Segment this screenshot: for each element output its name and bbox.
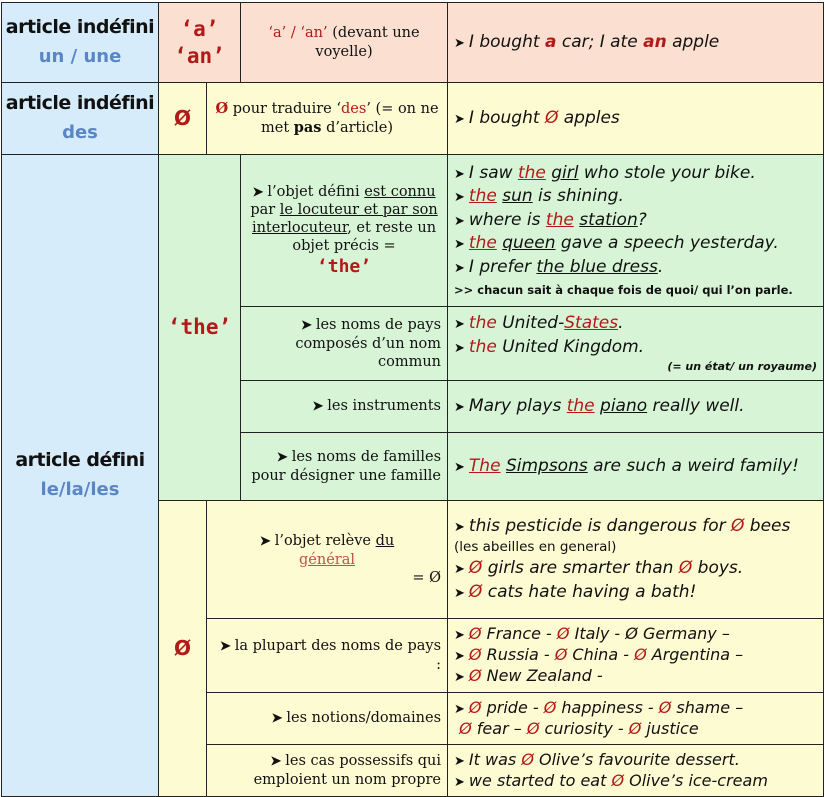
text-span: cats hate having a bath! <box>482 581 697 602</box>
text-span: the <box>517 162 546 183</box>
example-line <box>454 557 817 580</box>
example-line <box>454 395 817 418</box>
category-indefinite-plural <box>2 83 159 155</box>
text-span: happiness - <box>556 698 659 718</box>
text-span: sun <box>502 186 533 207</box>
example-line <box>454 624 817 645</box>
row-indefinite-plural <box>2 83 824 155</box>
arrow-icon: ➤ <box>259 534 271 550</box>
example-zero-possessive <box>448 745 824 797</box>
text-span: an <box>643 31 667 52</box>
arrow-icon: ➤ <box>270 754 282 770</box>
article-a: ‘a’ <box>180 17 219 42</box>
text-span: is shining. <box>532 186 624 207</box>
text-span: shame – <box>671 698 744 718</box>
text-span: the <box>468 233 497 254</box>
example-a-an <box>448 3 824 83</box>
text-span: this pesticide is dangerous for <box>468 516 731 536</box>
rule-a-an-text: (devant une voyelle) <box>315 25 420 60</box>
example-line <box>454 719 817 739</box>
text-span: a <box>544 31 557 52</box>
arrow-icon: ➤ <box>252 184 264 200</box>
text-span: les notions/domaines <box>286 710 442 727</box>
category-definite <box>2 155 159 797</box>
text-span: l’objet défini <box>267 183 365 200</box>
category-subtitle: un / une <box>38 46 122 68</box>
arrow-icon: ➤ <box>300 318 312 334</box>
text-span: pride - <box>481 698 544 718</box>
row-indefinite-singular <box>2 3 824 83</box>
category-subtitle: le/la/les <box>40 479 120 501</box>
category-title: article indéfini <box>5 92 155 115</box>
text-span: Ø <box>468 665 482 685</box>
arrow-icon: ➤ <box>219 639 231 655</box>
rule-a-an <box>241 3 448 83</box>
text-span: where is <box>468 209 546 230</box>
text-span: I prefer <box>468 256 537 277</box>
text-span: Ø <box>731 516 745 536</box>
text-span: par <box>250 202 280 219</box>
arrow-icon: ➤ <box>454 111 465 127</box>
arrow-icon: ➤ <box>454 190 465 206</box>
row-the-known <box>2 155 824 307</box>
example-the-families <box>448 433 824 501</box>
rule-the-countries <box>241 307 448 381</box>
article-a-an <box>159 3 241 83</box>
text-span: Ø <box>658 698 672 718</box>
example-line <box>454 336 817 359</box>
text-span: apple <box>666 31 720 52</box>
text-span: Russia - <box>481 645 555 665</box>
example-line <box>454 107 817 130</box>
text-span: France - <box>481 624 557 644</box>
text-span: United- <box>496 313 565 334</box>
text-span: the <box>468 313 497 334</box>
text-span: (les abeilles en general) <box>454 539 617 556</box>
text-span: Ø <box>628 718 642 738</box>
text-span: piano <box>600 395 648 416</box>
rule-the-label: ‘the’ <box>316 255 372 277</box>
arrow-icon: ➤ <box>454 628 465 644</box>
text-span: , et reste un objet précis = <box>292 220 437 255</box>
text-span: Ø <box>526 718 540 738</box>
arrow-icon: ➤ <box>454 774 465 790</box>
arrow-icon: ➤ <box>454 317 465 333</box>
text-span: New Zealand - <box>481 665 603 685</box>
text-span: est connu <box>364 183 436 200</box>
text-span: des <box>341 101 367 118</box>
text-span: fear – <box>471 718 527 738</box>
text-span: we started to eat <box>468 770 612 790</box>
text-span: the <box>545 209 574 230</box>
category-title: article indéfini <box>5 16 155 39</box>
text-span: les noms de familles pour désigner une famille <box>251 449 442 484</box>
text-span: Argentina – <box>646 645 744 665</box>
text-span: I bought <box>468 107 545 128</box>
text-span: queen <box>502 233 556 254</box>
text-span: boys. <box>692 558 744 579</box>
rule-the-instruments <box>241 381 448 433</box>
text-span: I bought <box>468 31 545 52</box>
text-span: who stole your bike. <box>578 162 756 183</box>
rule-a-an-articles: ‘a’ / ‘an’ <box>268 25 328 42</box>
text-span: the <box>566 395 595 416</box>
text-span: Ø <box>556 624 570 644</box>
arrow-icon: ➤ <box>312 399 324 415</box>
article-an: ‘an’ <box>174 43 225 68</box>
text-span: = Ø <box>412 569 442 586</box>
text-span: United Kingdom. <box>496 336 645 357</box>
text-span: Ø <box>468 624 482 644</box>
text-span: la plupart des noms de pays : <box>234 638 442 673</box>
text-span: The <box>468 455 501 476</box>
category-subtitle: des <box>62 122 98 144</box>
example-line <box>454 209 817 232</box>
text-span: Ø <box>634 645 647 665</box>
article-zero-definite: Ø <box>159 501 207 797</box>
text-span: ’ (= on ne met <box>260 101 439 136</box>
example-line <box>454 750 817 770</box>
note-countries: (= un état/ un royaume) <box>667 360 818 374</box>
text-span: I <box>468 162 474 183</box>
text-span: gave a speech yesterday. <box>555 233 779 254</box>
text-span: curiosity - <box>539 718 629 738</box>
text-span: Ø <box>543 698 557 718</box>
category-title: article défini <box>15 449 145 472</box>
example-zero-general <box>448 501 824 619</box>
category-indefinite-singular <box>2 3 159 83</box>
rule-zero-general <box>207 501 448 619</box>
arrow-icon: ➤ <box>454 669 465 685</box>
text-span: station <box>579 209 638 230</box>
example-line <box>454 666 817 687</box>
example-line <box>454 312 817 335</box>
text-span: girls are smarter than <box>482 558 679 579</box>
example-line <box>454 232 817 255</box>
text-span: pas <box>293 118 322 136</box>
text-span: . <box>657 256 664 277</box>
text-span: Ø <box>215 100 229 118</box>
text-span: ? <box>637 209 647 230</box>
example-line <box>454 645 817 666</box>
arrow-icon: ➤ <box>454 702 465 718</box>
arrow-icon: ➤ <box>454 213 465 229</box>
text-span: Ø <box>468 698 482 718</box>
text-span: really well. <box>647 395 745 416</box>
text-span: les instruments <box>327 398 442 415</box>
rule-the-families <box>241 433 448 501</box>
text-span: Ø <box>678 558 693 579</box>
text-span: Ø <box>544 107 559 128</box>
text-span: States <box>564 313 619 334</box>
example-line <box>454 771 817 791</box>
example-line <box>454 515 817 538</box>
example-line <box>454 581 817 604</box>
arrow-icon: ➤ <box>454 520 465 535</box>
arrow-icon: ➤ <box>454 562 465 578</box>
arrow-icon: ➤ <box>454 340 465 356</box>
arrow-icon: ➤ <box>271 711 283 727</box>
example-line <box>454 31 817 54</box>
example-the-instruments <box>448 381 824 433</box>
note-known: >> chacun sait à chaque fois de quoi/ qui l’on parle. <box>454 283 793 298</box>
text-span: du <box>375 533 395 550</box>
article-zero: Ø <box>159 83 207 155</box>
text-span: saw <box>473 162 518 183</box>
rule-the-known <box>241 155 448 307</box>
text-span: Ø <box>468 558 483 579</box>
text-span: Olive’s ice-cream <box>624 770 768 790</box>
text-span: pour traduire ‘ <box>228 101 341 118</box>
article-the: ‘the’ <box>159 155 241 501</box>
example-zero-notions <box>448 693 824 745</box>
text-span: girl <box>551 162 579 183</box>
text-span: the <box>468 186 497 207</box>
text-span: Ø <box>468 645 482 665</box>
text-span: . <box>618 313 624 334</box>
text-span: le locuteur et par son interlocuteur <box>251 202 438 237</box>
text-span: Ø <box>459 718 472 738</box>
example-line <box>454 256 817 279</box>
text-span: général <box>299 551 355 568</box>
text-span: Mary plays <box>468 395 567 416</box>
text-span: It was <box>468 750 522 770</box>
arrow-icon: ➤ <box>454 754 465 770</box>
text-span: Simpsons <box>505 455 588 476</box>
text-span: justice <box>641 718 699 738</box>
arrow-icon: ➤ <box>454 166 465 182</box>
text-span: Ø <box>611 770 625 790</box>
text-span: are such a weird family! <box>587 455 799 476</box>
text-span: d’article) <box>321 119 394 136</box>
example-zero-countries <box>448 619 824 693</box>
arrow-icon: ➤ <box>454 260 465 276</box>
text-span: les cas possessifs qui emploient un nom propre <box>253 753 442 788</box>
arrow-icon: ➤ <box>454 649 465 665</box>
text-span: China - <box>567 645 635 665</box>
text-span: les noms de pays composés d’un nom commun <box>295 317 442 370</box>
text-span: Italy - Ø Germany – <box>569 624 730 644</box>
text-span: the <box>468 336 497 357</box>
example-line <box>454 162 817 185</box>
example-line <box>454 185 817 208</box>
rule-zero-countries <box>207 619 448 693</box>
arrow-icon: ➤ <box>454 585 465 601</box>
text-span: Olive’s favourite dessert. <box>533 750 740 770</box>
arrow-icon: ➤ <box>276 450 288 466</box>
grammar-table <box>1 2 824 797</box>
text-span: apples <box>558 107 620 128</box>
arrow-icon: ➤ <box>454 399 465 415</box>
arrow-icon: ➤ <box>454 35 465 51</box>
text-span: car; I ate <box>556 31 644 52</box>
text-span: Ø <box>521 750 534 770</box>
text-span: Ø <box>468 581 483 602</box>
text-span: l’objet relève <box>274 533 376 550</box>
text-span: Ø <box>554 645 568 665</box>
rule-zero-possessive <box>207 745 448 797</box>
arrow-icon: ➤ <box>454 237 465 253</box>
rule-zero-notions <box>207 693 448 745</box>
text-span: the blue dress <box>536 256 658 277</box>
example-line <box>454 698 817 718</box>
text-span: bees <box>744 516 791 536</box>
example-the-known <box>448 155 824 307</box>
rule-des <box>207 83 448 155</box>
arrow-icon: ➤ <box>454 459 465 475</box>
example-the-countries <box>448 307 824 381</box>
example-des <box>448 83 824 155</box>
